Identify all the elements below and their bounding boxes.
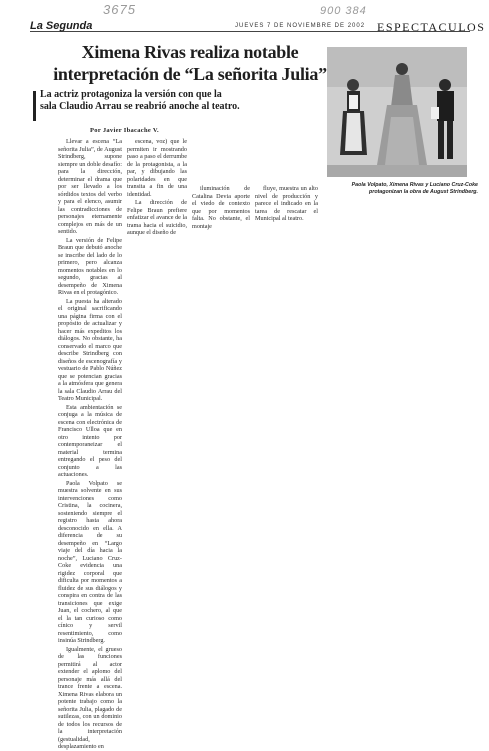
deck: La actriz protagoniza la versión con que la sala Claudio Arrau se reabrió anoche al teatro.: [40, 89, 240, 112]
article-column-4: [255, 185, 318, 223]
section-label: ESPECTACULOS: [377, 20, 486, 34]
headline-line-2: interpretación de “La señorita Julia”: [53, 64, 327, 84]
article-paragraph: Igualmente, el grueso de las funciones permitirá al actor extender el aplomo del personaje más allá del trance frente a escena. Ximena Rivas elabora un potente trabajo como la señorita Julia, plagado de sutilezas, con un dominio de todos los recursos de la interpretación (gestualidad, desplazamiento en: [58, 645, 122, 750]
article-paragraph: Llevar a escena “La señorita Julia”, de August Strindberg, supone siempre un doble desafío: para la dirección, determinar el drama que por ser llevado a los sórdidos textos del verbo y para el elenco, asumir las contradicciones de personajes eternamente complejos en más de un sentido.: [58, 138, 122, 235]
dateline: JUEVES 7 DE NOVIEMBRE DE 2002: [235, 23, 366, 29]
cast-photo-illustration: [327, 47, 467, 177]
clipping-mark-right: 900 384: [320, 5, 367, 17]
byline: Por Javier Ibacache V.: [90, 127, 159, 134]
newspaper-name: La Segunda: [30, 20, 93, 32]
headline-line-1: Ximena Rivas realiza notable: [81, 42, 299, 62]
article-paragraph: iluminación de Catalina Devia aporte el viedo de contexto que por momentos falta. No obstante, el montaje: [192, 185, 250, 230]
article-paragraph: fluye, muestra un alto nivel de producción y parece el indicado en la tarea de rescatar el Municipal al teatro.: [255, 185, 318, 222]
article-paragraph: Paola Volpato se muestra solvente en sus intervenciones como Cristina, la cocinera, sosteniendo siempre el registro hasta ahora desconocido en ella. A diferencia de su desempeño en “Largo viaje del día hacia la noche”, Luciano Cruz-Coke evidencia una rigidez corporal que dificulta por momentos a fluidez de sus diálogos y conspira en contra de las transiciones que exige Juan, el cochero, al que el la tan curioso como cínico y servil resentimiento, como insinúa Strindberg.: [58, 479, 122, 644]
cast-photo: [327, 47, 467, 177]
clipping-mark-left: 3675: [103, 2, 136, 17]
article-paragraph: La puesta ha alterado el original sacrificando una página firma con el propósito de actualizar y hacer más expeditos los diálogos. No obstante, ha conservado el marco que describe Strindberg con diseños de escenografía y vestuario de Pablo Núñez que se potencian gracias a la atmósfera que genera la sala Claudio Arrau del Teatro Municipal.: [58, 297, 122, 402]
article-column-1: [58, 138, 122, 750]
article-paragraph: La dirección de Felipe Braun prefiere enfatizar el avance de la trama hacia el suicidio, aunque el diseño de: [127, 199, 187, 236]
article-paragraph: escena, voz) que le permiten ir mostrando paso a paso el derrumbe de la protagonista, a la par, y dibujando las polaridades en que transita a fin de una identidad.: [127, 138, 187, 198]
article-column-3: [192, 185, 250, 230]
photo-caption: Paola Volpato, Ximena Rivas y Luciano Cruz-Coke protagonizan la obra de August Strindberg.: [351, 182, 478, 195]
deck-bar: [33, 91, 36, 121]
article-paragraph: La versión de Felipe Braun que debutó anoche se inscribe del lado de lo primero, pero alcanza momentos notables en lo segundo, gracias al desempeño de Ximena Rivas en el protagónico.: [58, 236, 122, 296]
article-paragraph: Esta ambientación se conjuga a la música de escena con electrónica de Francisco Ulloa que en otro intento por contemporaneizar el material termina entregando el peso del conjunto a las actuaciones.: [58, 403, 122, 478]
article-column-2: [127, 138, 187, 236]
